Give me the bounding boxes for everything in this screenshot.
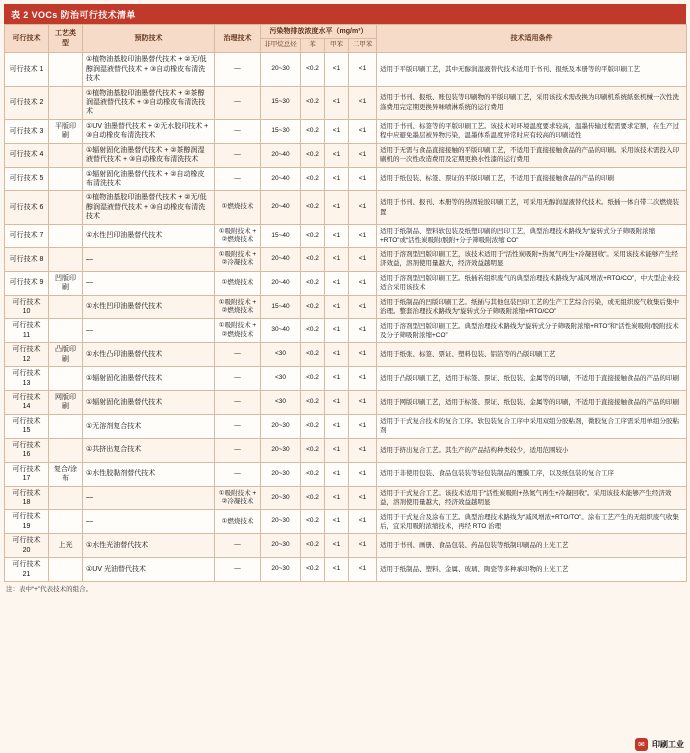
row-benzene-level: <0.2 bbox=[301, 534, 325, 558]
table-row bbox=[5, 248, 687, 271]
row-toluene-level: <1 bbox=[325, 319, 349, 343]
row-treatment-tech: — bbox=[215, 119, 261, 143]
row-process-type: 网版印刷 bbox=[49, 391, 83, 415]
row-conditions: 适用于无需与食品直接接触的平版印刷工艺，不适用于直接接触食品的产品的印刷。采用该技术需投入印刷机的一次性改造费用及定期更换水性漆的运行费用 bbox=[377, 143, 687, 167]
header-xylene: 二甲苯 bbox=[349, 39, 377, 53]
row-benzene-level: <0.2 bbox=[301, 191, 325, 224]
row-conditions: 适用于纸包装、标签、票证的平版印刷工艺，不适用于直接接触食品的产品的印刷 bbox=[377, 167, 687, 191]
row-toluene-level: <1 bbox=[325, 343, 349, 367]
table-row bbox=[5, 462, 687, 486]
row-prevention-tech: ①辐射固化油墨替代技术 bbox=[83, 367, 215, 391]
table-row bbox=[5, 438, 687, 462]
row-process-type bbox=[49, 510, 83, 534]
row-nmhc-level: 20~40 bbox=[261, 167, 301, 191]
table-row bbox=[5, 343, 687, 367]
row-treatment-tech: ①燃烧技术 bbox=[215, 191, 261, 224]
row-tech-name: 可行技术 7 bbox=[5, 224, 49, 247]
row-tech-name: 可行技术 17 bbox=[5, 462, 49, 486]
row-process-type bbox=[49, 414, 83, 438]
row-xylene-level: <1 bbox=[349, 119, 377, 143]
row-prevention-tech: ①水性凸印油墨替代技术 bbox=[83, 343, 215, 367]
row-conditions: 适用于纸张、标签、票证、塑料包装、铝箔等的凸版印刷工艺 bbox=[377, 343, 687, 367]
row-toluene-level: <1 bbox=[325, 86, 349, 119]
row-xylene-level: <1 bbox=[349, 271, 377, 295]
table-row bbox=[5, 534, 687, 558]
row-benzene-level: <0.2 bbox=[301, 414, 325, 438]
row-xylene-level: <1 bbox=[349, 248, 377, 271]
row-nmhc-level: 20~30 bbox=[261, 534, 301, 558]
table-row bbox=[5, 191, 687, 224]
header-benzene: 苯 bbox=[301, 39, 325, 53]
row-benzene-level: <0.2 bbox=[301, 224, 325, 247]
row-conditions: 适用于干式复合技术的复合工序。软包装复合工序中采用双组分胶粘剂，微胶复合工序需采用单组分胶粘剂 bbox=[377, 414, 687, 438]
row-conditions: 适用于纸制品、塑料、金属、玻璃、陶瓷等多种承印物的上光工艺 bbox=[377, 558, 687, 582]
row-nmhc-level: 20~30 bbox=[261, 486, 301, 510]
row-prevention-tech: — bbox=[83, 319, 215, 343]
row-toluene-level: <1 bbox=[325, 391, 349, 415]
row-conditions: 适用于挤出复合工艺。其生产的产品结构种类较少，适用范围较小 bbox=[377, 438, 687, 462]
row-treatment-tech: — bbox=[215, 414, 261, 438]
row-nmhc-level: 20~40 bbox=[261, 248, 301, 271]
row-benzene-level: <0.2 bbox=[301, 510, 325, 534]
header-emission-group: 污染物排放浓度水平（mg/m³） bbox=[261, 25, 377, 39]
header-toluene: 甲苯 bbox=[325, 39, 349, 53]
table-row bbox=[5, 558, 687, 582]
row-tech-name: 可行技术 1 bbox=[5, 53, 49, 86]
row-xylene-level: <1 bbox=[349, 438, 377, 462]
row-process-type bbox=[49, 486, 83, 510]
row-benzene-level: <0.2 bbox=[301, 367, 325, 391]
row-nmhc-level: 20~30 bbox=[261, 558, 301, 582]
row-toluene-level: <1 bbox=[325, 271, 349, 295]
table-row bbox=[5, 271, 687, 295]
wechat-icon: ✉ bbox=[635, 738, 648, 751]
row-process-type bbox=[49, 248, 83, 271]
row-toluene-level: <1 bbox=[325, 248, 349, 271]
row-tech-name: 可行技术 12 bbox=[5, 343, 49, 367]
row-prevention-tech: — bbox=[83, 248, 215, 271]
row-benzene-level: <0.2 bbox=[301, 462, 325, 486]
row-xylene-level: <1 bbox=[349, 367, 377, 391]
row-tech-name: 可行技术 14 bbox=[5, 391, 49, 415]
row-tech-name: 可行技术 4 bbox=[5, 143, 49, 167]
row-xylene-level: <1 bbox=[349, 462, 377, 486]
row-process-type: 平版印刷 bbox=[49, 119, 83, 143]
row-conditions: 适用于网版印刷工艺，适用于标签、票证、纸包装、金属等的印刷，不适用于直接接触食品的产品的印刷 bbox=[377, 391, 687, 415]
row-nmhc-level: 15~40 bbox=[261, 295, 301, 319]
row-benzene-level: <0.2 bbox=[301, 143, 325, 167]
row-nmhc-level: 20~30 bbox=[261, 414, 301, 438]
row-xylene-level: <1 bbox=[349, 534, 377, 558]
row-xylene-level: <1 bbox=[349, 53, 377, 86]
row-benzene-level: <0.2 bbox=[301, 248, 325, 271]
footer-brand-label: 印刷工业 bbox=[652, 740, 684, 749]
row-treatment-tech: ①燃烧技术 bbox=[215, 271, 261, 295]
header-conditions: 技术适用条件 bbox=[377, 25, 687, 53]
header-prevention: 预防技术 bbox=[83, 25, 215, 53]
row-prevention-tech: — bbox=[83, 510, 215, 534]
row-toluene-level: <1 bbox=[325, 224, 349, 247]
row-nmhc-level: 15~30 bbox=[261, 119, 301, 143]
row-process-type: 凸版印刷 bbox=[49, 343, 83, 367]
row-process-type bbox=[49, 224, 83, 247]
row-conditions: 适用于书刊、报纸、账包装等印刷物的平版印刷工艺，采用该技术需改换为印刷机系统紙张机械一次性洗涤费用完定期更换异味喷淋系统的运行费用 bbox=[377, 86, 687, 119]
row-conditions: 适用于干式复合工艺。该技术适用于“活性炭吸附+热氮气再生+冷凝回收”。采用该技术能够产生经济效益，溶剂使用量越大，经济效益越明显 bbox=[377, 486, 687, 510]
row-tech-name: 可行技术 21 bbox=[5, 558, 49, 582]
row-conditions: 适用于溶剂型凹版印刷工艺。典型治理技术路线为“旋转式分子筛吸附浓缩+RTO”和“活性炭吸附/脱附技术及分子筛吸附浓缩+CO” bbox=[377, 319, 687, 343]
row-conditions: 适用于溶剂型凹版印刷工艺。纸插若组织废气的典型治理技术路线为“减风增浓+RTO/CO”，中大型企业较适合采用该技术 bbox=[377, 271, 687, 295]
row-tech-name: 可行技术 2 bbox=[5, 86, 49, 119]
row-treatment-tech: — bbox=[215, 558, 261, 582]
row-process-type bbox=[49, 319, 83, 343]
row-toluene-level: <1 bbox=[325, 438, 349, 462]
row-tech-name: 可行技术 8 bbox=[5, 248, 49, 271]
row-prevention-tech: ①水性光油替代技术 bbox=[83, 534, 215, 558]
row-nmhc-level: 20~40 bbox=[261, 191, 301, 224]
row-conditions: 适用于溶剂型凹版印刷工艺，该技术适用于“活性炭吸附+热氮气再生+冷凝回收”。采用该技术能够产生经济效益，溶剂使用量越大，经济效益越明显 bbox=[377, 248, 687, 271]
row-toluene-level: <1 bbox=[325, 191, 349, 224]
row-tech-name: 可行技术 15 bbox=[5, 414, 49, 438]
row-nmhc-level: 20~30 bbox=[261, 510, 301, 534]
row-treatment-tech: — bbox=[215, 367, 261, 391]
row-benzene-level: <0.2 bbox=[301, 391, 325, 415]
row-benzene-level: <0.2 bbox=[301, 295, 325, 319]
row-nmhc-level: 30~40 bbox=[261, 319, 301, 343]
row-process-type: 凹版印刷 bbox=[49, 271, 83, 295]
row-nmhc-level: 15~40 bbox=[261, 224, 301, 247]
row-prevention-tech: ①植物油基胶印油墨替代技术 + ②无/低醇润湿液替代技术 + ③自动橡皮布清洗技术 bbox=[83, 191, 215, 224]
row-prevention-tech: ①无溶剂复合技术 bbox=[83, 414, 215, 438]
row-nmhc-level: 15~30 bbox=[261, 86, 301, 119]
row-prevention-tech: ①UV 光油替代技术 bbox=[83, 558, 215, 582]
row-conditions: 适用于凸版印刷工艺，适用于标签、票证、纸包装、金属等的印刷，不适用于直接接触食品的产品的印刷 bbox=[377, 367, 687, 391]
row-treatment-tech: — bbox=[215, 343, 261, 367]
row-prevention-tech: ①水性凹印油墨替代技术 bbox=[83, 224, 215, 247]
table-row bbox=[5, 319, 687, 343]
row-nmhc-level: 20~40 bbox=[261, 143, 301, 167]
vocs-technology-table bbox=[4, 24, 687, 582]
footer-brand bbox=[635, 738, 684, 751]
table-row bbox=[5, 224, 687, 247]
row-xylene-level: <1 bbox=[349, 343, 377, 367]
row-treatment-tech: — bbox=[215, 53, 261, 86]
row-process-type: 复合/涂布 bbox=[49, 462, 83, 486]
table-row bbox=[5, 295, 687, 319]
row-nmhc-level: <30 bbox=[261, 391, 301, 415]
row-benzene-level: <0.2 bbox=[301, 167, 325, 191]
row-treatment-tech: — bbox=[215, 391, 261, 415]
row-process-type bbox=[49, 367, 83, 391]
row-nmhc-level: 20~30 bbox=[261, 438, 301, 462]
row-tech-name: 可行技术 16 bbox=[5, 438, 49, 462]
row-xylene-level: <1 bbox=[349, 224, 377, 247]
row-treatment-tech: — bbox=[215, 86, 261, 119]
table-row bbox=[5, 143, 687, 167]
row-process-type: 上光 bbox=[49, 534, 83, 558]
row-toluene-level: <1 bbox=[325, 486, 349, 510]
row-treatment-tech: — bbox=[215, 462, 261, 486]
table-row bbox=[5, 119, 687, 143]
table-row bbox=[5, 167, 687, 191]
row-nmhc-level: <30 bbox=[261, 367, 301, 391]
row-treatment-tech: ①燃烧技术 bbox=[215, 510, 261, 534]
row-xylene-level: <1 bbox=[349, 486, 377, 510]
row-prevention-tech: ①水性胶黏剂替代技术 bbox=[83, 462, 215, 486]
row-benzene-level: <0.2 bbox=[301, 119, 325, 143]
table-row bbox=[5, 86, 687, 119]
row-treatment-tech: ①吸附技术 + ②冷凝技术 bbox=[215, 248, 261, 271]
row-conditions: 适用于书刊、画册、食品包装、药品包装等纸制印刷品的上光工艺 bbox=[377, 534, 687, 558]
row-toluene-level: <1 bbox=[325, 143, 349, 167]
row-toluene-level: <1 bbox=[325, 119, 349, 143]
table-row bbox=[5, 414, 687, 438]
row-xylene-level: <1 bbox=[349, 86, 377, 119]
row-process-type bbox=[49, 191, 83, 224]
row-nmhc-level: 20~30 bbox=[261, 53, 301, 86]
row-tech-name: 可行技术 11 bbox=[5, 319, 49, 343]
row-toluene-level: <1 bbox=[325, 295, 349, 319]
row-prevention-tech: — bbox=[83, 486, 215, 510]
row-prevention-tech: — bbox=[83, 271, 215, 295]
row-treatment-tech: ①吸附技术 + ②冷凝技术 bbox=[215, 486, 261, 510]
row-prevention-tech: ①辐射固化油墨替代技术 + ②茶醇润湿液替代技术 + ③自动橡皮布清洗技术 bbox=[83, 143, 215, 167]
row-xylene-level: <1 bbox=[349, 414, 377, 438]
table-row bbox=[5, 510, 687, 534]
row-tech-name: 可行技术 5 bbox=[5, 167, 49, 191]
row-toluene-level: <1 bbox=[325, 53, 349, 86]
row-prevention-tech: ①UV 油墨替代技术 + ②无水胶印技术 + ③自动橡皮布清洗技术 bbox=[83, 119, 215, 143]
row-xylene-level: <1 bbox=[349, 143, 377, 167]
row-tech-name: 可行技术 10 bbox=[5, 295, 49, 319]
row-toluene-level: <1 bbox=[325, 414, 349, 438]
row-xylene-level: <1 bbox=[349, 191, 377, 224]
row-tech-name: 可行技术 6 bbox=[5, 191, 49, 224]
row-toluene-level: <1 bbox=[325, 367, 349, 391]
row-prevention-tech: ①植物油基胶印油墨替代技术 + ②茶醇润湿液替代技术 + ③自动橡皮布清洗技术 bbox=[83, 86, 215, 119]
row-conditions: 适用于非使用包装、食品包装装等轻包装制品的覆膜工序，以及纸包装的复合工序 bbox=[377, 462, 687, 486]
row-toluene-level: <1 bbox=[325, 510, 349, 534]
row-benzene-level: <0.2 bbox=[301, 53, 325, 86]
row-process-type bbox=[49, 167, 83, 191]
table-row bbox=[5, 53, 687, 86]
header-process: 工艺类型 bbox=[49, 25, 83, 53]
row-benzene-level: <0.2 bbox=[301, 86, 325, 119]
table-row bbox=[5, 367, 687, 391]
row-toluene-level: <1 bbox=[325, 534, 349, 558]
header-treatment: 治理技术 bbox=[215, 25, 261, 53]
row-conditions: 适用于书刊、标签等的平版印刷工艺。该技术对环境温度要求较高，温墨传输过程需要求定额，在生产过程中应避免墨层被异物污染，温墨体系温度异常时应有较高的印刷适性 bbox=[377, 119, 687, 143]
row-benzene-level: <0.2 bbox=[301, 343, 325, 367]
row-benzene-level: <0.2 bbox=[301, 319, 325, 343]
row-treatment-tech: — bbox=[215, 143, 261, 167]
row-nmhc-level: 20~30 bbox=[261, 462, 301, 486]
row-conditions: 适用于平版印刷工艺，其中无醇润湿液替代技术适用于书刊、报纸及本册等的平版印刷工艺 bbox=[377, 53, 687, 86]
row-treatment-tech: ①吸附技术 + ②燃烧技术 bbox=[215, 224, 261, 247]
row-conditions: 适用于纸制品、塑料软包装及纸塑印刷的凹印工艺，典型治理技术路线为“旋转式分子筛吸附浓缩+RTO”或“活性炭吸附/脱附+分子筛吸附浓缩 CO” bbox=[377, 224, 687, 247]
row-prevention-tech: ①共挤出复合技术 bbox=[83, 438, 215, 462]
row-xylene-level: <1 bbox=[349, 167, 377, 191]
table-row bbox=[5, 486, 687, 510]
row-toluene-level: <1 bbox=[325, 558, 349, 582]
row-process-type bbox=[49, 86, 83, 119]
row-benzene-level: <0.2 bbox=[301, 486, 325, 510]
row-xylene-level: <1 bbox=[349, 510, 377, 534]
row-process-type bbox=[49, 438, 83, 462]
row-treatment-tech: — bbox=[215, 438, 261, 462]
row-benzene-level: <0.2 bbox=[301, 438, 325, 462]
row-process-type bbox=[49, 558, 83, 582]
row-treatment-tech: ①吸附技术 + ②燃烧技术 bbox=[215, 295, 261, 319]
row-treatment-tech: — bbox=[215, 167, 261, 191]
row-xylene-level: <1 bbox=[349, 558, 377, 582]
row-nmhc-level: 20~40 bbox=[261, 271, 301, 295]
row-tech-name: 可行技术 13 bbox=[5, 367, 49, 391]
row-tech-name: 可行技术 9 bbox=[5, 271, 49, 295]
row-xylene-level: <1 bbox=[349, 295, 377, 319]
row-xylene-level: <1 bbox=[349, 391, 377, 415]
row-toluene-level: <1 bbox=[325, 462, 349, 486]
table-note: 注：表中“+”代表技术的组合。 bbox=[6, 586, 93, 594]
table-row bbox=[5, 391, 687, 415]
row-treatment-tech: ①吸附技术 + ②燃烧技术 bbox=[215, 319, 261, 343]
row-conditions: 适用于干式复合及涂布工艺。典型治理技术路线为“减风增浓+RTO/TO”。涂布工艺产生的无组织废气收集后，宜采用吸附浓缩技术，再经 RTO 治理 bbox=[377, 510, 687, 534]
row-process-type bbox=[49, 143, 83, 167]
row-conditions: 适用于纸制品的凹版印刷工艺。纸插与其他包装凹印工艺的生产工艺综合污染，或无组织废气收集后集中治理。整套治理技术路线为“旋转式分子筛吸附浓缩+RTO/CO” bbox=[377, 295, 687, 319]
row-tech-name: 可行技术 3 bbox=[5, 119, 49, 143]
row-xylene-level: <1 bbox=[349, 319, 377, 343]
table-title: 表 2 VOCs 防治可行技术清单 bbox=[4, 4, 686, 24]
row-tech-name: 可行技术 18 bbox=[5, 486, 49, 510]
row-prevention-tech: ①植物油基胶印油墨替代技术 + ②无/低醇润湿液替代技术 + ③自动橡皮布清洗技术 bbox=[83, 53, 215, 86]
row-toluene-level: <1 bbox=[325, 167, 349, 191]
row-tech-name: 可行技术 20 bbox=[5, 534, 49, 558]
row-prevention-tech: ①辐射固化油墨替代技术 + ②自动橡皮布清洗技术 bbox=[83, 167, 215, 191]
row-process-type bbox=[49, 53, 83, 86]
row-prevention-tech: ①水性凹印油墨替代技术 bbox=[83, 295, 215, 319]
row-treatment-tech: — bbox=[215, 534, 261, 558]
row-nmhc-level: <30 bbox=[261, 343, 301, 367]
row-process-type bbox=[49, 295, 83, 319]
header-nmhc: 非甲烷总烃 bbox=[261, 39, 301, 53]
row-benzene-level: <0.2 bbox=[301, 558, 325, 582]
row-tech-name: 可行技术 19 bbox=[5, 510, 49, 534]
row-prevention-tech: ①辐射固化油墨替代技术 bbox=[83, 391, 215, 415]
table-body bbox=[5, 53, 687, 582]
table-header bbox=[5, 25, 687, 53]
header-tech: 可行技术 bbox=[5, 25, 49, 53]
row-conditions: 适用于书刊、报刊、本册等的热固轮胶印刷工艺，可采用无醇润湿液替代技术。纸插一体自带二次燃烧装置 bbox=[377, 191, 687, 224]
row-benzene-level: <0.2 bbox=[301, 271, 325, 295]
